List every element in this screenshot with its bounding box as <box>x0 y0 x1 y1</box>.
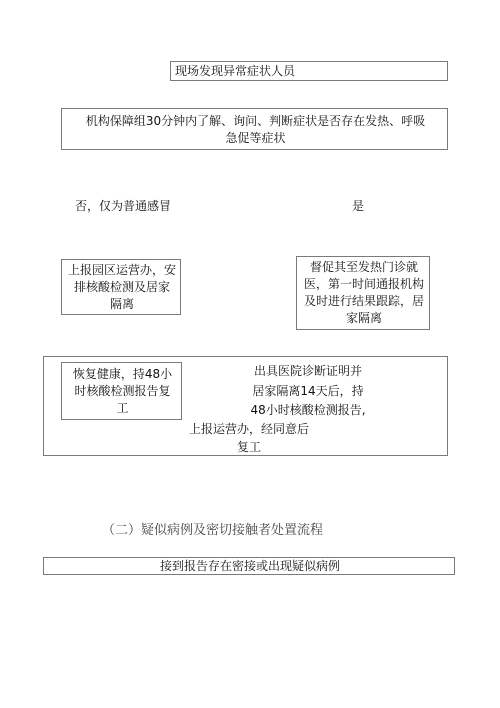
flow-step-yes-action-line2: 医，第一时间通报机构 <box>303 277 424 291</box>
branch-label-yes: 是 <box>352 199 365 213</box>
flow-step-no-action-line3: 隔离 <box>109 297 134 311</box>
flow-step-yes-result-line3: 48小时核酸检测报告, <box>250 403 366 417</box>
flow-step-yes-action-line3: 及时进行结果跟踪，居 <box>303 294 424 308</box>
flow-step-assessment <box>61 108 448 150</box>
flow-step-assessment-line1: 机构保障组30分钟内了解、询问、判断症状是否存在发热、呼吸 <box>85 114 426 128</box>
flow-step-yes-result-line4: 上报运营办，经同意后 <box>189 422 310 436</box>
flow-step-yes-result-line1: 出具医院诊断证明并 <box>253 364 362 378</box>
flow-step-no-result-line1: 恢复健康，持48小 <box>72 367 173 381</box>
flow-step-no-result-line3: 工 <box>116 401 129 415</box>
flow-step-report-received <box>43 557 455 575</box>
flow-step-yes-action-line1: 督促其至发热门诊就 <box>309 260 418 274</box>
flow-step-abnormal-symptoms-text: 现场发现异常症状人员 <box>175 64 296 78</box>
flow-step-report-received-text: 接到报告存在密接或出现疑似病例 <box>159 559 340 573</box>
flow-step-yes-action-line4: 家隔离 <box>345 311 382 325</box>
flow-step-abnormal-symptoms <box>170 61 448 81</box>
section-heading: （二）疑似病例及密切接触者处置流程 <box>102 523 324 538</box>
flow-step-no-action <box>61 259 181 315</box>
flow-step-no-result-line2: 时核酸检测报告复 <box>74 384 171 398</box>
branch-label-no: 否，仅为普通感冒 <box>75 199 172 213</box>
flow-step-no-action-line2: 排核酸检测及居家 <box>73 280 170 294</box>
flow-step-no-action-line1: 上报园区运营办，安 <box>67 263 176 277</box>
flow-step-assessment-line2: 急促等症状 <box>225 131 286 145</box>
flow-step-yes-action <box>296 256 430 330</box>
flow-step-no-result <box>61 362 182 420</box>
flow-step-yes-result-line2: 居家隔离14天后，持 <box>252 384 364 398</box>
flow-step-yes-result-line5: 复工 <box>237 440 262 454</box>
